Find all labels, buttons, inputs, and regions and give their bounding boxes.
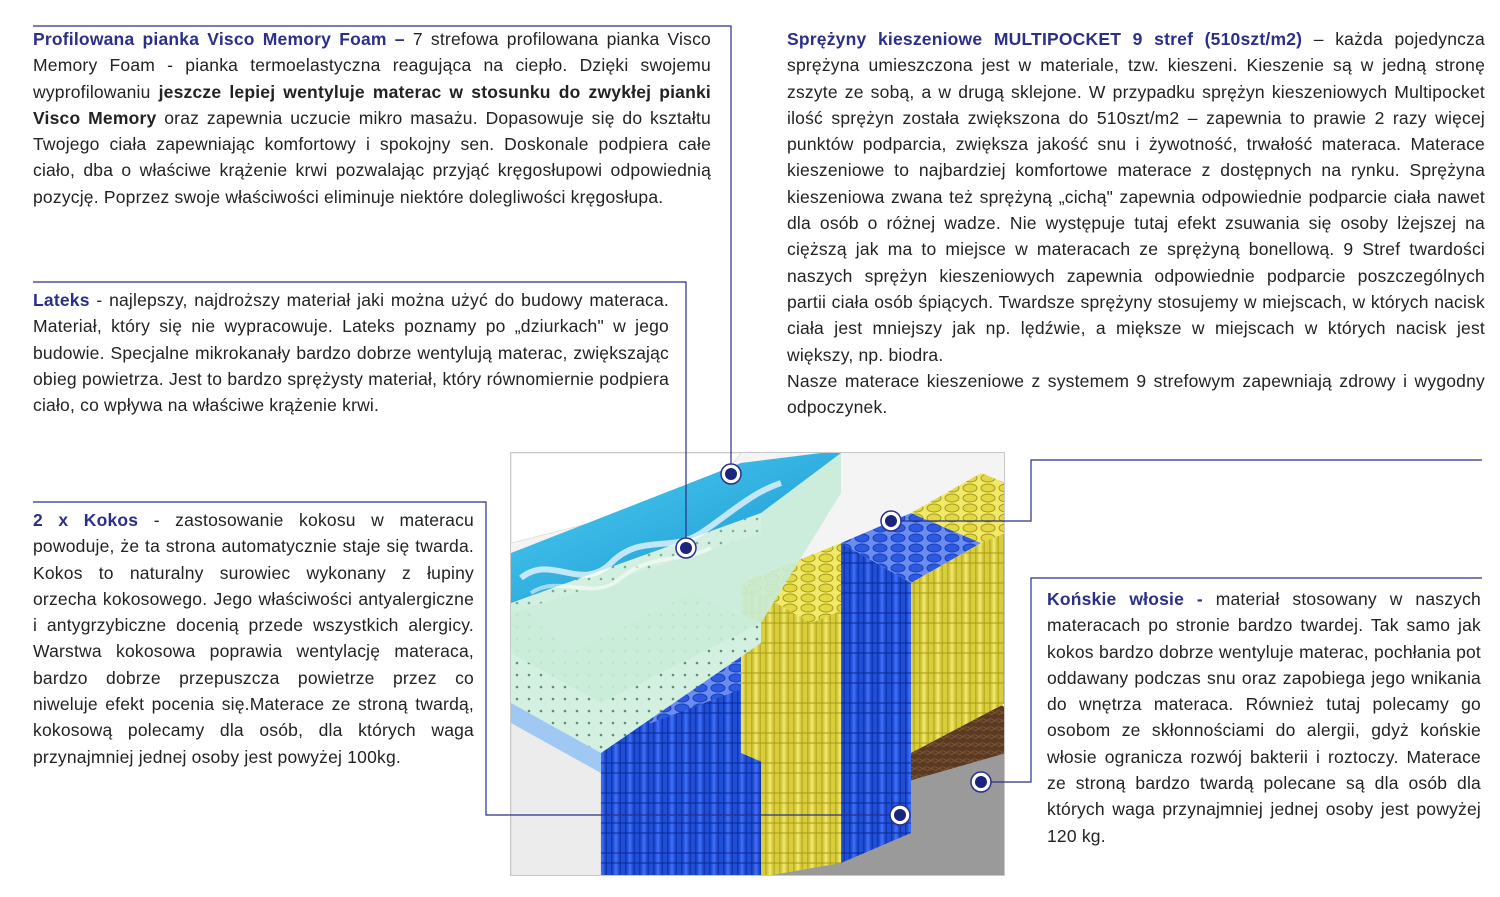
- visco-foam-highlight: jeszcze lepiej wentyluje materac w stosunku do zwykłej pianki Visco Memory: [33, 81, 711, 128]
- coconut-title: 2 x Kokos: [33, 510, 139, 530]
- latex-text: - najlepszy, najdroższy materiał jaki można użyć do budowy materaca. Materiał, który się nie wypracowuje. Lateks poznamy po „dziurkach" w jego budowie. Specjalne mikrokanały bardzo dobrze wentylują materac, zwiększając obieg powietrza. Jest to bardzo sprężysty materiał, który równomiernie podpiera ciało, co wpływa na właściwe krążenie krwi.: [33, 290, 669, 416]
- visco-foam-title: Profilowana pianka Visco Memory Foam –: [33, 29, 405, 49]
- pocket-springs-summary: Nasze materace kieszeniowe z systemem 9 strefowym zapewniają zdrowy i wygodny odpoczynek.: [787, 370, 1485, 418]
- visco-leader-line: [33, 26, 731, 474]
- horsehair-marker-icon: [971, 772, 991, 792]
- latex-title: Lateks: [33, 290, 90, 310]
- horsehair-title: Końskie włosie -: [1047, 589, 1203, 609]
- springs-leader-line: [891, 460, 1482, 521]
- visco-foam-intro: 7 strefowa profilowana pianka Visco Memory Foam - pianka termoelastyczna reagująca na ciepło. Dzięki swojemu wyprofilowaniu: [33, 29, 711, 102]
- pocket-springs-title: Sprężyny kieszeniowe MULTIPOCKET 9 stref (510szt/m2): [787, 29, 1303, 49]
- coconut-text: - zastosowanie kokosu w materacu powoduje, że ta strona automatycznie staje się twarda. Kokos to naturalny surowiec wykonany z łupiny orzecha kokosowego. Jego właściwości antyalergiczne i antygrzybiczne docenią przede wszystkich alergicy. Warstwa kokosowa poprawia wentylację materaca, bardzo dobrze przepuszcza powietrze przez co niweluje efekt pocenia się.Materace ze stroną twardą, kokosową polecamy dla osób, dla których waga przynajmniej jednej osoby jest powyżej 100kg.: [33, 510, 474, 767]
- pocket-springs-text: – każda pojedyncza sprężyna umieszczona jest w materiale, tzw. kieszeni. Kieszenie są w jedną stronę zszyte ze sobą, a w drugą sklejone. W przypadku sprężyn kieszeniowych Multipocket ilość sprężyn została zwiększona do 510szt/m2 – zapewnia to prawie 2 razy więcej punktów podparcia, zwiększa jakość snu i żywotność, trwałość materaca. Materace kieszeniowe to najbardziej komfortowe materace z dostępnych na rynku. Sprężyna kieszeniowa zwana też sprężyną „cichą" zapewnia odpowiednie podparcie ciała nawet dla osób o różnej wadze. Nie występuje tutaj efekt zsuwania się osoby lżejszej na cięższą jak ma to miejsce w materacach ze sprężyną bonellową. 9 Stref twardości naszych sprężyn kieszeniowych zapewnia odpowiednie podparcie poszczególnych partii ciała osób śpiących. Twardsze sprężyny stosujemy w miejscach, w których nacisk ciała jest mniejszy jak np. lędźwie, a miększe w miejscach w których nacisk jest większy, np. biodra.: [787, 29, 1485, 365]
- visco-foam-rest: oraz zapewnia uczucie mikro masażu. Dopasowuje się do kształtu Twojego ciała zapewniając komfortowy i spokojny sen. Doskonale podpiera całe ciało, dba o właściwe krążenie krwi pozwalając przyjąć kręgosłupowi odpowiednią pozycję. Poprzez swoje właściwości eliminuje niektóre dolegliwości kręgosłupa.: [33, 107, 711, 207]
- horsehair-text: materiał stosowany w naszych materacach po stronie bardzo twardej. Tak samo jak kokos bardzo dobrze wentyluje materac, pochłania pot oddawany podczas snu oraz zapobiega jego wnikania do wnętrza materaca. Również tutaj polecamy go osobom ze skłonnościami do alergii, gdyż końskie włosie ogranicza rozwój bakterii i roztoczy. Materace ze stroną bardzo twardą polecane są dla osób dla których waga przynajmniej jednej osoby jest powyżej 120 kg.: [1047, 589, 1481, 846]
- latex-leader-line: [33, 282, 686, 548]
- latex-marker-icon: [676, 538, 696, 558]
- coconut-marker-icon: [890, 805, 910, 825]
- visco-marker-icon: [721, 464, 741, 484]
- horsehair-leader-line: [981, 578, 1482, 782]
- coconut-leader-line: [33, 502, 900, 815]
- springs-marker-icon: [881, 511, 901, 531]
